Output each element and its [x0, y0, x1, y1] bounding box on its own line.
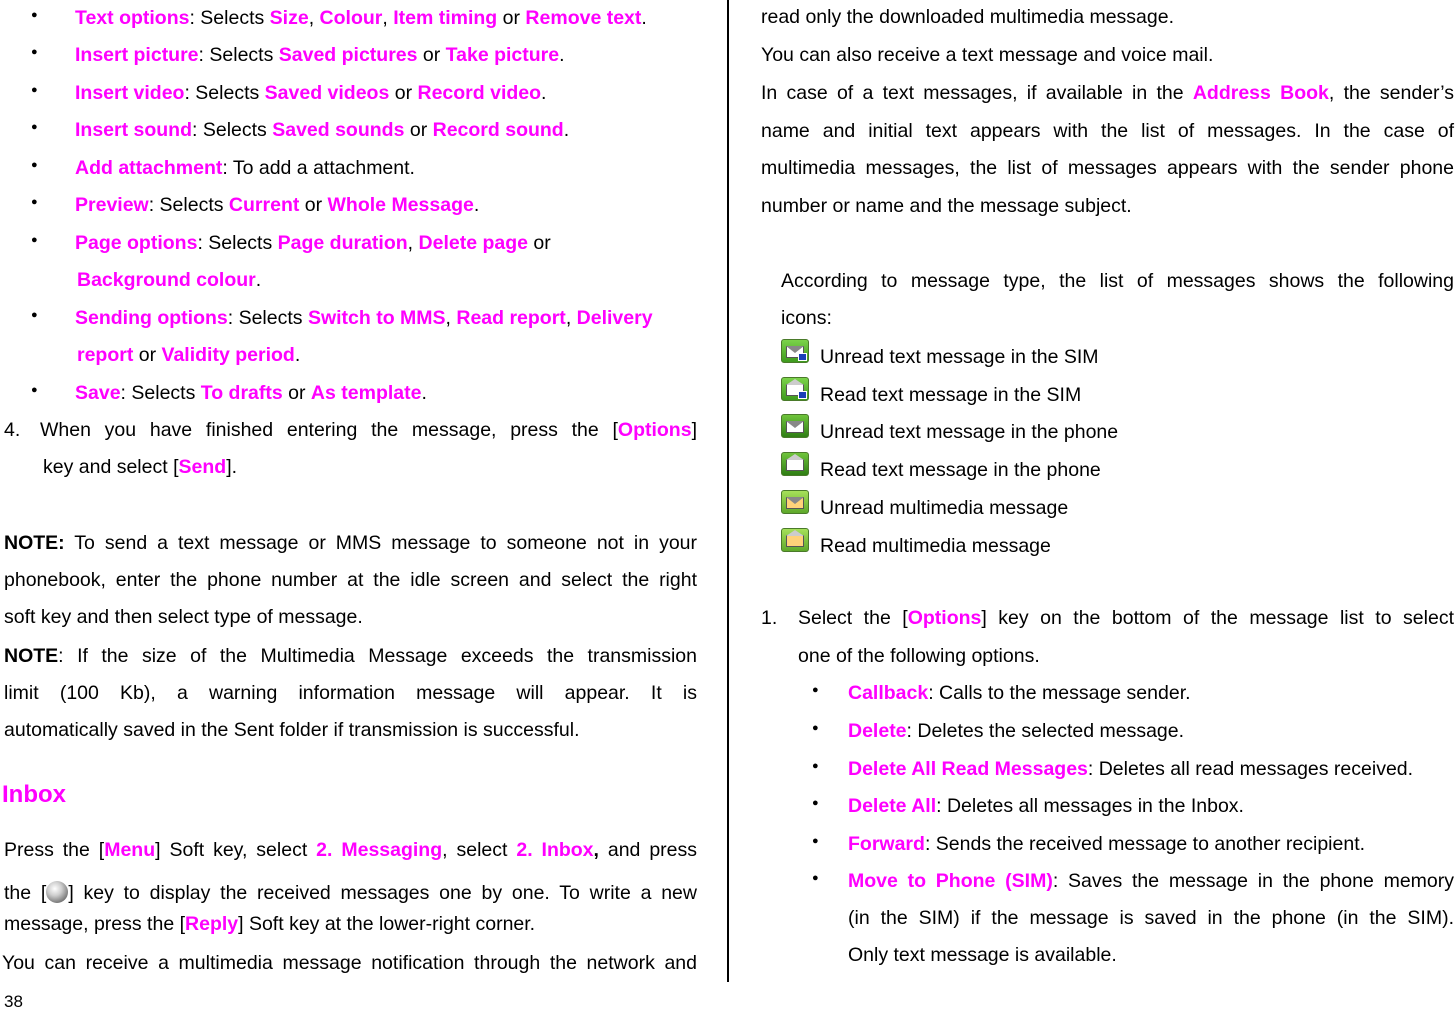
move-option-cont-1: (in the SIM) if the message is saved in the phone (in the SIM).: [848, 907, 1454, 929]
bullet-dot: ●: [31, 84, 38, 96]
bullet-option: Current: [228, 194, 300, 216]
bullet-dot: ●: [812, 835, 819, 847]
bullet-text: .: [473, 194, 480, 216]
bullet-text: or: [497, 7, 526, 29]
bullet-text: .: [421, 382, 427, 404]
sim-read-sms-icon: [781, 377, 809, 401]
icon-legend-label: Read multimedia message: [820, 535, 1051, 557]
phone-unread-sms-icon: [781, 414, 809, 438]
bullet-text: : Selects: [192, 119, 273, 141]
option-term: Delete: [848, 720, 907, 742]
bullet-option: Saved sounds: [272, 119, 405, 141]
left-bullet-item: [75, 232, 551, 255]
bullet-dot: ●: [31, 384, 38, 396]
bullet-option: Record sound: [432, 119, 564, 141]
bullet-text: : Selects: [197, 232, 278, 254]
option-desc: : Deletes all read messages received.: [1087, 758, 1414, 780]
icons-label: icons:: [781, 307, 832, 329]
icon-legend-label: Unread multimedia message: [820, 497, 1069, 519]
bullet-dot: ●: [31, 121, 38, 133]
bullet-option: Whole Message: [327, 194, 474, 216]
bullet-option: Switch to MMS: [307, 307, 446, 329]
right-line-5: multimedia messages, the list of messages appears with the sender phone: [761, 157, 1454, 179]
left-bullet-item: [75, 82, 546, 105]
phone-read-sms-icon: [781, 452, 809, 476]
bullet-dot: ●: [31, 196, 38, 208]
bullet-text: ,: [445, 307, 457, 329]
note-1-line-3: soft key and then select type of message.: [4, 606, 363, 628]
option-term: Delete All Read Messages: [848, 758, 1088, 780]
bullet-option: Delivery: [576, 307, 653, 329]
option-term: Callback: [848, 682, 929, 704]
option-desc: : Saves the message in the phone memory: [1052, 870, 1454, 892]
bullet-text: : Selects: [184, 82, 265, 104]
note-1-line-1: NOTE: To send a text message or MMS message to someone not in your: [4, 532, 697, 554]
bullet-option: Size: [269, 7, 309, 29]
bullet-text: : Selects: [189, 7, 270, 29]
left-bullet-item: [75, 157, 415, 180]
bullet-option: To drafts: [200, 382, 283, 404]
bullet-text: or: [417, 44, 446, 66]
right-line-3: In case of a text messages, if available in the Address Book, the sender’s: [761, 82, 1455, 104]
bullet-dot: ●: [812, 684, 819, 696]
option-desc: : Calls to the message sender.: [928, 682, 1191, 704]
inbox-line-2: the [ ] key to display the received messages one by one. To write a new: [4, 882, 697, 904]
bullet-option: Item timing: [393, 7, 498, 29]
bullet-dot: ●: [31, 9, 38, 21]
bullet-dot: ●: [31, 159, 38, 171]
bullet-term: Add attachment: [75, 157, 223, 179]
bullet-text: ,: [308, 7, 320, 29]
bullet-term: Text options: [75, 7, 190, 29]
inbox-option-item: [848, 758, 1413, 781]
note-2-line-3: automatically saved in the Sent folder if transmission is successful.: [4, 719, 580, 741]
read-mms-icon: [781, 528, 809, 552]
bullet-option: Remove text: [525, 7, 642, 29]
right-line-6: number or name and the message subject.: [761, 195, 1132, 217]
unread-mms-icon: [781, 490, 809, 514]
right-line-4: name and initial text appears with the list of messages. In the case of: [761, 120, 1454, 142]
sim-unread-sms-icon: [781, 339, 809, 363]
step-1-number: 1.: [761, 607, 778, 629]
page-options-cont: Background colour.: [77, 269, 262, 291]
bullet-option: Page duration: [277, 232, 408, 254]
bullet-dot: ●: [31, 234, 38, 246]
bullet-text: or: [404, 119, 433, 141]
bullet-text: : Selects: [148, 194, 229, 216]
bullet-text: .: [563, 119, 570, 141]
option-desc: : Deletes all messages in the Inbox.: [936, 795, 1244, 817]
option-term: Delete All: [848, 795, 937, 817]
bullet-dot: ●: [812, 722, 819, 734]
sending-options-cont: report or Validity period.: [77, 344, 301, 366]
bullet-text: : To add a attachment.: [222, 157, 415, 179]
left-bullet-item: [75, 7, 647, 30]
bullet-text: or: [282, 382, 311, 404]
left-bullet-item: [75, 44, 565, 67]
left-bullet-item: [75, 307, 653, 330]
bullet-term: Insert video: [75, 82, 185, 104]
left-bullet-item: [75, 194, 479, 217]
bullet-text: or: [389, 82, 418, 104]
option-term: Move to Phone (SIM): [848, 870, 1053, 892]
inbox-line-3: message, press the [Reply] Soft key at the lower-right corner.: [4, 913, 536, 935]
column-divider: [727, 0, 729, 982]
inbox-line-1: Press the [Menu] Soft key, select 2. Messaging, select 2. Inbox, and press: [4, 839, 698, 861]
bullet-dot: ●: [812, 872, 819, 884]
bullet-term: Page options: [75, 232, 198, 254]
inbox-option-item: [848, 870, 1454, 893]
bullet-dot: ●: [812, 797, 819, 809]
bullet-term: Insert sound: [75, 119, 193, 141]
note-2-line-1: NOTE: If the size of the Multimedia Message exceeds the transmission: [4, 645, 697, 667]
inbox-option-item: [848, 833, 1365, 856]
bullet-dot: ●: [31, 46, 38, 58]
bullet-term: Sending options: [75, 307, 228, 329]
inbox-option-item: [848, 795, 1244, 818]
bullet-option: Saved pictures: [278, 44, 418, 66]
bullet-text: ,: [407, 232, 419, 254]
step-1-line-2: one of the following options.: [798, 645, 1040, 667]
bullet-option: Take picture: [445, 44, 560, 66]
option-desc: : Sends the received message to another recipient.: [924, 833, 1366, 855]
icon-legend-label: Unread text message in the SIM: [820, 346, 1099, 368]
according-line: According to message type, the list of messages shows the following: [781, 270, 1454, 292]
bullet-text: .: [641, 7, 647, 29]
note-1-line-2: phonebook, enter the phone number at the idle screen and select the right: [4, 569, 697, 591]
option-term: Forward: [848, 833, 925, 855]
icon-legend-label: Unread text message in the phone: [820, 421, 1119, 443]
bullet-option: Record video: [417, 82, 542, 104]
bullet-option: As template: [310, 382, 422, 404]
bullet-text: : Selects: [120, 382, 201, 404]
inbox-option-item: [848, 682, 1191, 705]
left-bullet-item: [75, 119, 569, 142]
page-number: 38: [4, 992, 23, 1011]
inbox-heading: Inbox: [2, 781, 66, 808]
right-line-1: read only the downloaded multimedia message.: [761, 6, 1174, 28]
bullet-text: ,: [382, 7, 394, 29]
ok-key-icon: [46, 881, 68, 903]
bullet-term: Save: [75, 382, 121, 404]
icon-legend-label: Read text message in the SIM: [820, 384, 1082, 406]
note-2-line-2: limit (100 Kb), a warning information message will appear. It is: [4, 682, 697, 704]
bullet-text: : Selects: [227, 307, 308, 329]
bullet-term: Preview: [75, 194, 149, 216]
inbox-line-4: You can receive a multimedia message notification through the network and: [2, 952, 697, 974]
bullet-option: Colour: [319, 7, 383, 29]
bullet-dot: ●: [31, 309, 38, 321]
step-4-line-1: When you have finished entering the message, press the [Options]: [40, 419, 697, 441]
bullet-text: or: [299, 194, 328, 216]
bullet-option: Saved videos: [264, 82, 390, 104]
step-4-line-2: key and select [Send].: [43, 456, 238, 478]
bullet-term: Insert picture: [75, 44, 199, 66]
move-option-cont-2: Only text message is available.: [848, 944, 1117, 966]
icon-legend-label: Read text message in the phone: [820, 459, 1101, 481]
bullet-text: .: [541, 82, 547, 104]
right-line-2: You can also receive a text message and voice mail.: [761, 44, 1214, 66]
bullet-option: Read report: [456, 307, 566, 329]
inbox-option-item: [848, 720, 1184, 743]
bullet-dot: ●: [812, 760, 819, 772]
bullet-option: Delete page: [418, 232, 528, 254]
left-bullet-item: [75, 382, 427, 405]
step-4-number: 4.: [4, 419, 21, 441]
bullet-text: .: [559, 44, 565, 66]
step-1-line-1: Select the [Options] key on the bottom of the message list to select: [798, 607, 1454, 629]
bullet-text: : Selects: [198, 44, 279, 66]
bullet-text: ,: [565, 307, 577, 329]
option-desc: : Deletes the selected message.: [906, 720, 1185, 742]
bullet-text: or: [527, 232, 551, 254]
